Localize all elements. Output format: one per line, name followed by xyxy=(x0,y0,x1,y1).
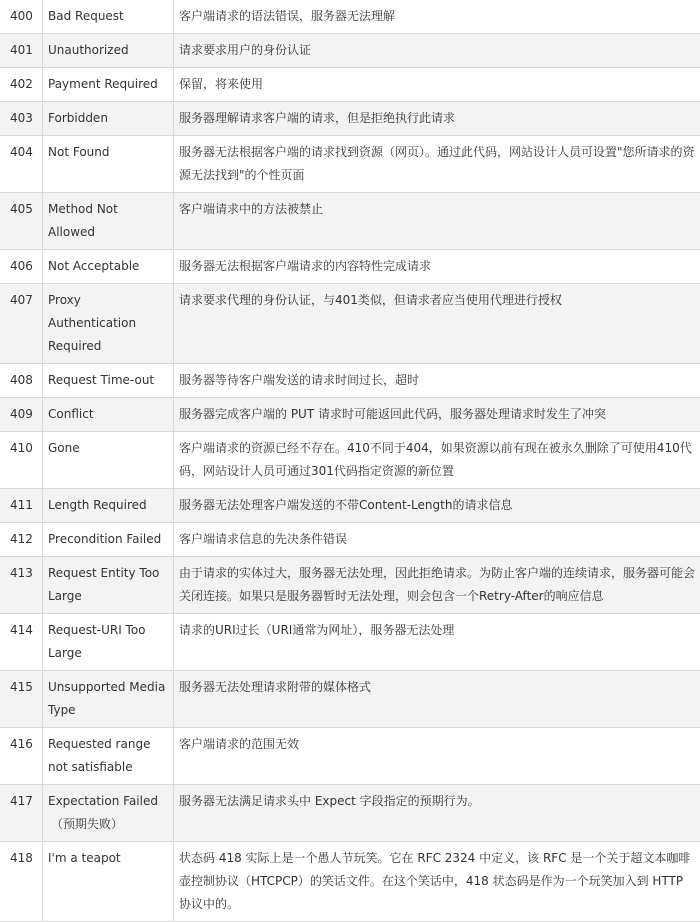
status-description: 服务器无法处理客户端发送的不带Content-Length的请求信息 xyxy=(174,489,700,523)
status-description: 服务器无法处理请求附带的媒体格式 xyxy=(174,671,700,728)
status-name: Method Not Allowed xyxy=(43,193,174,250)
status-name: Not Acceptable xyxy=(43,250,174,284)
status-code: 417 xyxy=(0,785,43,842)
status-description: 客户端请求的资源已经不存在。410不同于404，如果资源以前有现在被永久删除了可使用410代码，网站设计人员可通过301代码指定资源的新位置 xyxy=(174,432,700,489)
table-row xyxy=(0,671,700,728)
table-row xyxy=(0,489,700,523)
status-description: 服务器等待客户端发送的请求时间过长，超时 xyxy=(174,364,700,398)
status-name: Bad Request xyxy=(43,0,174,34)
status-description: 客户端请求中的方法被禁止 xyxy=(174,193,700,250)
table-row xyxy=(0,557,700,614)
status-description: 状态码 418 实际上是一个愚人节玩笑。它在 RFC 2324 中定义，该 RFC 是一个关于超文本咖啡壶控制协议（HTCPCP）的笑话文件。在这个笑话中，418 状态码是作为一个玩笑加入到 HTTP 协议中的。 xyxy=(174,842,700,922)
status-code: 415 xyxy=(0,671,43,728)
status-name: Request Time-out xyxy=(43,364,174,398)
status-description: 客户端请求信息的先决条件错误 xyxy=(174,523,700,557)
status-name: Payment Required xyxy=(43,68,174,102)
status-code: 408 xyxy=(0,364,43,398)
status-name: Proxy Authentication Required xyxy=(43,284,174,364)
status-code: 412 xyxy=(0,523,43,557)
status-name: Length Required xyxy=(43,489,174,523)
status-code: 409 xyxy=(0,398,43,432)
table-row xyxy=(0,250,700,284)
status-description: 请求要求用户的身份认证 xyxy=(174,34,700,68)
table-row xyxy=(0,0,700,34)
table-row xyxy=(0,398,700,432)
status-code: 413 xyxy=(0,557,43,614)
table-row xyxy=(0,614,700,671)
status-code: 414 xyxy=(0,614,43,671)
status-code: 401 xyxy=(0,34,43,68)
status-name-note: （预期失败） xyxy=(48,813,168,836)
status-description: 服务器理解请求客户端的请求，但是拒绝执行此请求 xyxy=(174,102,700,136)
table-row xyxy=(0,102,700,136)
status-description: 服务器完成客户端的 PUT 请求时可能返回此代码，服务器处理请求时发生了冲突 xyxy=(174,398,700,432)
table-row xyxy=(0,34,700,68)
status-code: 402 xyxy=(0,68,43,102)
table-row xyxy=(0,284,700,364)
table-row xyxy=(0,728,700,785)
table-row xyxy=(0,193,700,250)
status-name: Forbidden xyxy=(43,102,174,136)
status-name: Unauthorized xyxy=(43,34,174,68)
status-name: Requested range not satisfiable xyxy=(43,728,174,785)
table-row xyxy=(0,523,700,557)
status-code: 403 xyxy=(0,102,43,136)
status-code: 406 xyxy=(0,250,43,284)
table-row xyxy=(0,68,700,102)
status-description: 由于请求的实体过大，服务器无法处理，因此拒绝请求。为防止客户端的连续请求，服务器可能会关闭连接。如果只是服务器暂时无法处理，则会包含一个Retry-After的响应信息 xyxy=(174,557,700,614)
table-row xyxy=(0,785,700,842)
status-name: Not Found xyxy=(43,136,174,193)
status-description: 保留，将来使用 xyxy=(174,68,700,102)
status-description: 服务器无法根据客户端请求的内容特性完成请求 xyxy=(174,250,700,284)
status-name: Expectation Failed xyxy=(48,794,158,808)
status-code: 418 xyxy=(0,842,43,922)
status-description: 请求要求代理的身份认证，与401类似，但请求者应当使用代理进行授权 xyxy=(174,284,700,364)
status-code: 410 xyxy=(0,432,43,489)
status-name: I'm a teapot xyxy=(43,842,174,922)
status-code: 405 xyxy=(0,193,43,250)
status-description: 请求的URI过长（URI通常为网址），服务器无法处理 xyxy=(174,614,700,671)
status-name-cell xyxy=(43,785,174,842)
status-name: Precondition Failed xyxy=(43,523,174,557)
status-name: Gone xyxy=(43,432,174,489)
status-description: 客户端请求的范围无效 xyxy=(174,728,700,785)
status-code: 411 xyxy=(0,489,43,523)
status-code: 400 xyxy=(0,0,43,34)
status-code: 404 xyxy=(0,136,43,193)
status-name: Request-URI Too Large xyxy=(43,614,174,671)
table-row xyxy=(0,842,700,922)
status-description: 服务器无法根据客户端的请求找到资源（网页）。通过此代码，网站设计人员可设置"您所请求的资源无法找到"的个性页面 xyxy=(174,136,700,193)
status-code: 416 xyxy=(0,728,43,785)
table-row xyxy=(0,432,700,489)
table-row xyxy=(0,364,700,398)
status-name: Conflict xyxy=(43,398,174,432)
status-name: Request Entity Too Large xyxy=(43,557,174,614)
table-row xyxy=(0,136,700,193)
status-description: 服务器无法满足请求头中 Expect 字段指定的预期行为。 xyxy=(174,785,700,842)
status-description: 客户端请求的语法错误，服务器无法理解 xyxy=(174,0,700,34)
status-name: Unsupported Media Type xyxy=(43,671,174,728)
status-code: 407 xyxy=(0,284,43,364)
